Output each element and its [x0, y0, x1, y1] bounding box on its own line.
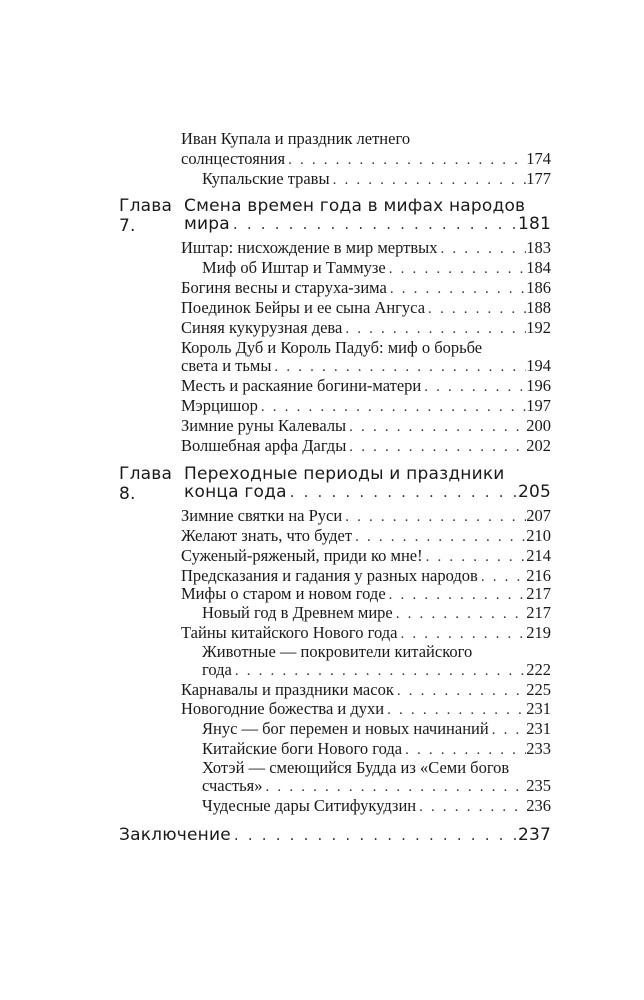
- toc-page-number: 197: [526, 396, 551, 415]
- toc-page-number: 177: [526, 169, 551, 188]
- toc-entry-title: Мифы о старом и новом годе: [181, 584, 386, 603]
- leader-dots: [258, 397, 526, 417]
- toc-entry[interactable]: [181, 356, 551, 376]
- toc-entry-title: Богиня весны и старуха-зима: [181, 278, 387, 297]
- toc-page-number: 217: [526, 603, 551, 622]
- toc-page-number: 217: [526, 584, 551, 603]
- chapter-title: конца года: [184, 482, 287, 502]
- leader-dots: [394, 681, 526, 701]
- leader-dots: [489, 720, 527, 740]
- toc-entry[interactable]: [202, 776, 551, 796]
- toc-page-number: 200: [526, 416, 551, 435]
- toc-entry-title: года: [202, 660, 232, 679]
- toc-entry-title: Желают знать, что будет: [181, 526, 353, 545]
- toc-page-number: 214: [526, 546, 551, 565]
- leader-dots: [416, 797, 526, 817]
- toc-entry[interactable]: [202, 739, 551, 759]
- toc-page-number: 186: [526, 278, 551, 297]
- chapter-title-line1: Смена времен года в мифах народов: [184, 196, 526, 216]
- toc-page-number: 181: [517, 214, 551, 234]
- toc-page-number: 235: [526, 776, 551, 795]
- toc-entry[interactable]: [181, 623, 551, 643]
- toc-page-number: 233: [526, 739, 551, 758]
- toc-entry-title: Месть и раскаяние богини-матери: [181, 376, 422, 395]
- leader-dots: [352, 527, 526, 547]
- toc-entry[interactable]: [181, 584, 551, 604]
- toc-chapter-entry[interactable]: [184, 214, 551, 234]
- toc-entry-title: Животные — покровители китайского: [202, 642, 473, 661]
- toc-page-number: 196: [526, 376, 551, 395]
- leader-dots: [425, 299, 526, 319]
- toc-page-number: 237: [517, 825, 551, 845]
- toc-entry[interactable]: [181, 278, 551, 298]
- toc-page-number: 205: [517, 482, 551, 502]
- leader-dots: [231, 825, 518, 845]
- leader-dots: [397, 624, 526, 644]
- toc-page-number: 188: [526, 298, 551, 317]
- toc-entry-title: Волшебная арфа Дагды: [181, 436, 347, 455]
- toc-entry[interactable]: [181, 318, 551, 338]
- toc-conclusion-entry[interactable]: [119, 825, 551, 845]
- chapter-label: Глава 7.: [119, 196, 173, 236]
- toc-entry-title: счастья»: [202, 776, 263, 795]
- leader-dots: [285, 150, 526, 170]
- toc-entry[interactable]: [181, 680, 551, 700]
- toc-chapter-entry[interactable]: [184, 482, 551, 502]
- toc-entry-title: Поединок Бейры и ее сына Ангуса: [181, 298, 426, 317]
- toc-entry-title: Зимние руны Калевалы: [181, 416, 347, 435]
- toc-entry[interactable]: [181, 416, 551, 436]
- toc-entry-title: Король Дуб и Король Падуб: миф о борьбе: [181, 338, 483, 357]
- toc-entry-line1: [181, 338, 551, 358]
- leader-dots: [263, 777, 527, 797]
- toc-entry-title: Новогодние божества и духи: [181, 699, 385, 718]
- toc-entry[interactable]: [181, 298, 551, 318]
- leader-dots: [386, 259, 527, 279]
- leader-dots: [346, 417, 526, 437]
- toc-entry-title: Синяя кукурузная дева: [181, 318, 343, 337]
- leader-dots: [232, 661, 526, 681]
- leader-dots: [387, 279, 526, 299]
- toc-entry[interactable]: [202, 719, 551, 739]
- toc-page-number: 231: [526, 699, 551, 718]
- toc-entry[interactable]: [202, 660, 551, 680]
- toc-entry[interactable]: [181, 526, 551, 546]
- toc-entry[interactable]: [181, 546, 551, 566]
- toc-entry[interactable]: [181, 376, 551, 396]
- toc-page-number: 184: [526, 258, 551, 277]
- toc-page-number: 194: [526, 356, 551, 375]
- toc-entry[interactable]: [181, 566, 551, 586]
- toc-entry[interactable]: [181, 436, 551, 456]
- toc-entry-title: Китайские боги Нового года: [202, 739, 403, 758]
- leader-dots: [393, 604, 527, 624]
- leader-dots: [402, 740, 526, 760]
- toc-entry[interactable]: [202, 796, 551, 816]
- chapter-label: Глава 8.: [119, 464, 173, 504]
- leader-dots: [346, 437, 526, 457]
- toc-entry-title: света и тьмы: [181, 356, 272, 375]
- toc-entry-title: Новый год в Древнем мире: [202, 603, 393, 622]
- toc-entry-title: Купальские травы: [202, 169, 330, 188]
- toc-entry-title: Иван Купала и праздник летнего: [181, 129, 411, 148]
- toc-entry-title: Чудесные дары Ситифукудзин: [202, 796, 417, 815]
- leader-dots: [423, 547, 527, 567]
- toc-entry[interactable]: [181, 506, 551, 526]
- toc-entry[interactable]: [202, 169, 551, 189]
- toc-entry[interactable]: [181, 699, 551, 719]
- toc-page-number: 174: [526, 149, 551, 168]
- leader-dots: [437, 239, 526, 259]
- conclusion-title: Заключение: [119, 825, 231, 845]
- toc-entry-line1: [181, 129, 551, 149]
- toc-entry-title: Иштар: нисхождение в мир мертвых: [181, 238, 438, 257]
- toc-page-number: 207: [526, 506, 551, 525]
- leader-dots: [384, 700, 526, 720]
- leader-dots: [287, 482, 518, 502]
- toc-entry[interactable]: [181, 238, 551, 258]
- toc-entry[interactable]: [181, 149, 551, 169]
- chapter-title-line1: Переходные периоды и праздники: [184, 464, 505, 484]
- leader-dots: [330, 170, 527, 190]
- leader-dots: [271, 357, 526, 377]
- toc-entry[interactable]: [181, 396, 551, 416]
- toc-entry-title: Зимние святки на Руси: [181, 506, 343, 525]
- toc-page-number: 202: [526, 436, 551, 455]
- toc-entry-title: Суженый-ряженый, приди ко мне!: [181, 546, 423, 565]
- toc-entry-title: Янус — бог перемен и новых начинаний: [202, 719, 489, 738]
- leader-dots: [421, 377, 526, 397]
- toc-entry-title: Хотэй — смеющийся Будда из «Семи богов: [202, 758, 510, 777]
- toc-page-number: 236: [526, 796, 551, 815]
- toc-entry[interactable]: [202, 258, 551, 278]
- toc-entry-title: Миф об Иштар и Таммузе: [202, 258, 386, 277]
- toc-entry-title: солнцестояния: [181, 149, 286, 168]
- toc-page-number: 183: [526, 238, 551, 257]
- leader-dots: [342, 319, 526, 339]
- leader-dots: [342, 507, 526, 527]
- toc-entry-title: Мэрцишор: [181, 396, 258, 415]
- leader-dots: [386, 585, 527, 605]
- toc-entry[interactable]: [202, 603, 551, 623]
- toc-page-number: 225: [526, 680, 551, 699]
- toc-entry-line1: [202, 642, 551, 662]
- toc-entry-line1: [202, 758, 551, 778]
- chapter-title: мира: [184, 214, 230, 234]
- toc-entry-title: Предсказания и гадания у разных народов: [181, 566, 478, 585]
- toc-entry-title: Карнавалы и праздники масок: [181, 680, 394, 699]
- toc-page-number: 210: [526, 526, 551, 545]
- toc-page-number: 231: [526, 719, 551, 738]
- toc-page-number: 219: [526, 623, 551, 642]
- toc-entry-title: Тайны китайского Нового года: [181, 623, 398, 642]
- toc-page-number: 222: [526, 660, 551, 679]
- toc-page-number: 192: [526, 318, 551, 337]
- toc-page-number: 216: [526, 566, 551, 585]
- leader-dots: [230, 214, 518, 234]
